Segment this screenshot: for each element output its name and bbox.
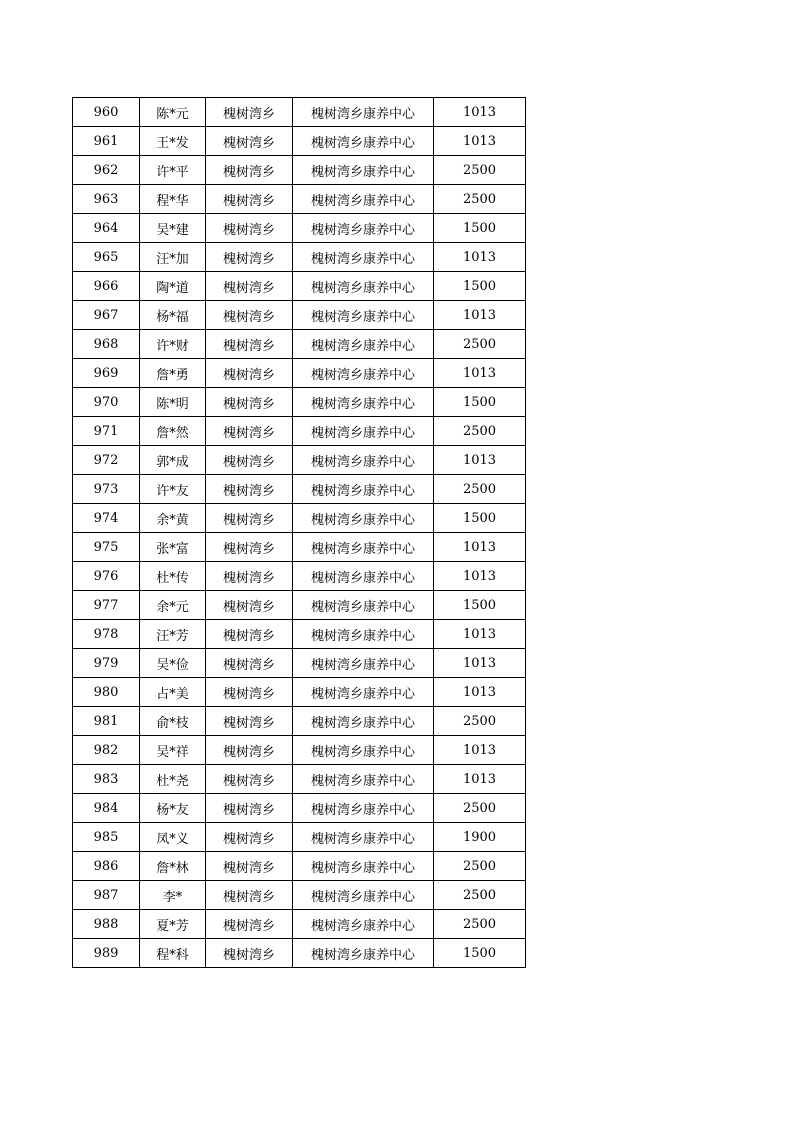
amount-cell: 2500 [434, 910, 526, 939]
amount-cell: 1500 [434, 388, 526, 417]
township-cell: 槐树湾乡 [206, 98, 293, 127]
institution-cell: 槐树湾乡康养中心 [293, 620, 434, 649]
row-number-cell: 984 [73, 794, 140, 823]
table-row [73, 881, 526, 910]
table-row [73, 388, 526, 417]
name-cell: 陈*元 [140, 98, 206, 127]
amount-cell: 1013 [434, 736, 526, 765]
name-cell: 张*富 [140, 533, 206, 562]
row-number-cell: 972 [73, 446, 140, 475]
row-number-cell: 968 [73, 330, 140, 359]
name-cell: 吴*俭 [140, 649, 206, 678]
amount-cell: 1013 [434, 649, 526, 678]
table-row [73, 794, 526, 823]
township-cell: 槐树湾乡 [206, 823, 293, 852]
amount-cell: 2500 [434, 794, 526, 823]
amount-cell: 1013 [434, 620, 526, 649]
township-cell: 槐树湾乡 [206, 533, 293, 562]
amount-cell: 2500 [434, 156, 526, 185]
institution-cell: 槐树湾乡康养中心 [293, 591, 434, 620]
table-row [73, 533, 526, 562]
row-number-cell: 985 [73, 823, 140, 852]
row-number-cell: 982 [73, 736, 140, 765]
amount-cell: 1013 [434, 446, 526, 475]
township-cell: 槐树湾乡 [206, 475, 293, 504]
row-number-cell: 987 [73, 881, 140, 910]
name-cell: 吴*建 [140, 214, 206, 243]
row-number-cell: 964 [73, 214, 140, 243]
amount-cell: 1013 [434, 562, 526, 591]
name-cell: 杨*友 [140, 794, 206, 823]
table-row [73, 765, 526, 794]
institution-cell: 槐树湾乡康养中心 [293, 301, 434, 330]
row-number-cell: 973 [73, 475, 140, 504]
row-number-cell: 979 [73, 649, 140, 678]
institution-cell: 槐树湾乡康养中心 [293, 272, 434, 301]
township-cell: 槐树湾乡 [206, 446, 293, 475]
table-row [73, 562, 526, 591]
institution-cell: 槐树湾乡康养中心 [293, 562, 434, 591]
institution-cell: 槐树湾乡康养中心 [293, 678, 434, 707]
township-cell: 槐树湾乡 [206, 156, 293, 185]
township-cell: 槐树湾乡 [206, 939, 293, 968]
table-row [73, 591, 526, 620]
township-cell: 槐树湾乡 [206, 765, 293, 794]
township-cell: 槐树湾乡 [206, 388, 293, 417]
township-cell: 槐树湾乡 [206, 417, 293, 446]
amount-cell: 1500 [434, 272, 526, 301]
amount-cell: 1013 [434, 533, 526, 562]
row-number-cell: 965 [73, 243, 140, 272]
table-row [73, 330, 526, 359]
row-number-cell: 983 [73, 765, 140, 794]
township-cell: 槐树湾乡 [206, 272, 293, 301]
township-cell: 槐树湾乡 [206, 881, 293, 910]
township-cell: 槐树湾乡 [206, 504, 293, 533]
name-cell: 凤*义 [140, 823, 206, 852]
name-cell: 许*财 [140, 330, 206, 359]
table-row [73, 939, 526, 968]
row-number-cell: 969 [73, 359, 140, 388]
name-cell: 汪*芳 [140, 620, 206, 649]
table-row [73, 620, 526, 649]
name-cell: 杨*福 [140, 301, 206, 330]
amount-cell: 1013 [434, 765, 526, 794]
name-cell: 余*元 [140, 591, 206, 620]
row-number-cell: 980 [73, 678, 140, 707]
name-cell: 郭*成 [140, 446, 206, 475]
township-cell: 槐树湾乡 [206, 185, 293, 214]
township-cell: 槐树湾乡 [206, 620, 293, 649]
amount-cell: 1500 [434, 214, 526, 243]
row-number-cell: 986 [73, 852, 140, 881]
name-cell: 李* [140, 881, 206, 910]
institution-cell: 槐树湾乡康养中心 [293, 794, 434, 823]
name-cell: 王*发 [140, 127, 206, 156]
table-row [73, 649, 526, 678]
name-cell: 夏*芳 [140, 910, 206, 939]
row-number-cell: 976 [73, 562, 140, 591]
table-row [73, 504, 526, 533]
table-row [73, 707, 526, 736]
table-row [73, 214, 526, 243]
township-cell: 槐树湾乡 [206, 591, 293, 620]
institution-cell: 槐树湾乡康养中心 [293, 359, 434, 388]
amount-cell: 1013 [434, 98, 526, 127]
name-cell: 詹*林 [140, 852, 206, 881]
institution-cell: 槐树湾乡康养中心 [293, 823, 434, 852]
name-cell: 许*友 [140, 475, 206, 504]
row-number-cell: 981 [73, 707, 140, 736]
row-number-cell: 963 [73, 185, 140, 214]
table-row [73, 359, 526, 388]
amount-cell: 1500 [434, 504, 526, 533]
township-cell: 槐树湾乡 [206, 852, 293, 881]
table-row [73, 156, 526, 185]
township-cell: 槐树湾乡 [206, 707, 293, 736]
institution-cell: 槐树湾乡康养中心 [293, 98, 434, 127]
table-row [73, 98, 526, 127]
amount-cell: 2500 [434, 475, 526, 504]
name-cell: 许*平 [140, 156, 206, 185]
amount-cell: 2500 [434, 881, 526, 910]
row-number-cell: 961 [73, 127, 140, 156]
name-cell: 程*华 [140, 185, 206, 214]
township-cell: 槐树湾乡 [206, 330, 293, 359]
row-number-cell: 962 [73, 156, 140, 185]
institution-cell: 槐树湾乡康养中心 [293, 475, 434, 504]
institution-cell: 槐树湾乡康养中心 [293, 736, 434, 765]
roster-table [72, 97, 526, 968]
name-cell: 陈*明 [140, 388, 206, 417]
township-cell: 槐树湾乡 [206, 794, 293, 823]
name-cell: 杜*尧 [140, 765, 206, 794]
amount-cell: 2500 [434, 417, 526, 446]
institution-cell: 槐树湾乡康养中心 [293, 388, 434, 417]
amount-cell: 2500 [434, 185, 526, 214]
institution-cell: 槐树湾乡康养中心 [293, 707, 434, 736]
row-number-cell: 960 [73, 98, 140, 127]
amount-cell: 1500 [434, 591, 526, 620]
amount-cell: 1013 [434, 678, 526, 707]
institution-cell: 槐树湾乡康养中心 [293, 533, 434, 562]
row-number-cell: 975 [73, 533, 140, 562]
township-cell: 槐树湾乡 [206, 649, 293, 678]
name-cell: 吴*祥 [140, 736, 206, 765]
table-row [73, 910, 526, 939]
amount-cell: 2500 [434, 852, 526, 881]
name-cell: 陶*道 [140, 272, 206, 301]
name-cell: 汪*加 [140, 243, 206, 272]
township-cell: 槐树湾乡 [206, 359, 293, 388]
table-row [73, 446, 526, 475]
name-cell: 俞*枝 [140, 707, 206, 736]
amount-cell: 1013 [434, 359, 526, 388]
institution-cell: 槐树湾乡康养中心 [293, 852, 434, 881]
amount-cell: 1500 [434, 939, 526, 968]
row-number-cell: 978 [73, 620, 140, 649]
institution-cell: 槐树湾乡康养中心 [293, 649, 434, 678]
institution-cell: 槐树湾乡康养中心 [293, 330, 434, 359]
name-cell: 余*黄 [140, 504, 206, 533]
name-cell: 占*美 [140, 678, 206, 707]
institution-cell: 槐树湾乡康养中心 [293, 417, 434, 446]
name-cell: 杜*传 [140, 562, 206, 591]
township-cell: 槐树湾乡 [206, 562, 293, 591]
row-number-cell: 971 [73, 417, 140, 446]
table-row [73, 852, 526, 881]
amount-cell: 1013 [434, 243, 526, 272]
amount-cell: 1013 [434, 127, 526, 156]
institution-cell: 槐树湾乡康养中心 [293, 504, 434, 533]
row-number-cell: 966 [73, 272, 140, 301]
table-row [73, 272, 526, 301]
institution-cell: 槐树湾乡康养中心 [293, 127, 434, 156]
township-cell: 槐树湾乡 [206, 301, 293, 330]
township-cell: 槐树湾乡 [206, 736, 293, 765]
institution-cell: 槐树湾乡康养中心 [293, 185, 434, 214]
row-number-cell: 974 [73, 504, 140, 533]
row-number-cell: 967 [73, 301, 140, 330]
table-row [73, 127, 526, 156]
township-cell: 槐树湾乡 [206, 127, 293, 156]
table-row [73, 678, 526, 707]
amount-cell: 2500 [434, 330, 526, 359]
township-cell: 槐树湾乡 [206, 214, 293, 243]
table-row [73, 301, 526, 330]
table-row [73, 736, 526, 765]
amount-cell: 1900 [434, 823, 526, 852]
table-row [73, 823, 526, 852]
institution-cell: 槐树湾乡康养中心 [293, 910, 434, 939]
institution-cell: 槐树湾乡康养中心 [293, 156, 434, 185]
institution-cell: 槐树湾乡康养中心 [293, 939, 434, 968]
township-cell: 槐树湾乡 [206, 678, 293, 707]
amount-cell: 1013 [434, 301, 526, 330]
row-number-cell: 989 [73, 939, 140, 968]
amount-cell: 2500 [434, 707, 526, 736]
table-row [73, 475, 526, 504]
table-row [73, 185, 526, 214]
row-number-cell: 988 [73, 910, 140, 939]
institution-cell: 槐树湾乡康养中心 [293, 214, 434, 243]
name-cell: 詹*然 [140, 417, 206, 446]
institution-cell: 槐树湾乡康养中心 [293, 446, 434, 475]
township-cell: 槐树湾乡 [206, 243, 293, 272]
name-cell: 詹*勇 [140, 359, 206, 388]
institution-cell: 槐树湾乡康养中心 [293, 765, 434, 794]
row-number-cell: 977 [73, 591, 140, 620]
roster-table-body [73, 98, 526, 968]
table-row [73, 417, 526, 446]
row-number-cell: 970 [73, 388, 140, 417]
institution-cell: 槐树湾乡康养中心 [293, 881, 434, 910]
township-cell: 槐树湾乡 [206, 910, 293, 939]
table-row [73, 243, 526, 272]
name-cell: 程*科 [140, 939, 206, 968]
institution-cell: 槐树湾乡康养中心 [293, 243, 434, 272]
